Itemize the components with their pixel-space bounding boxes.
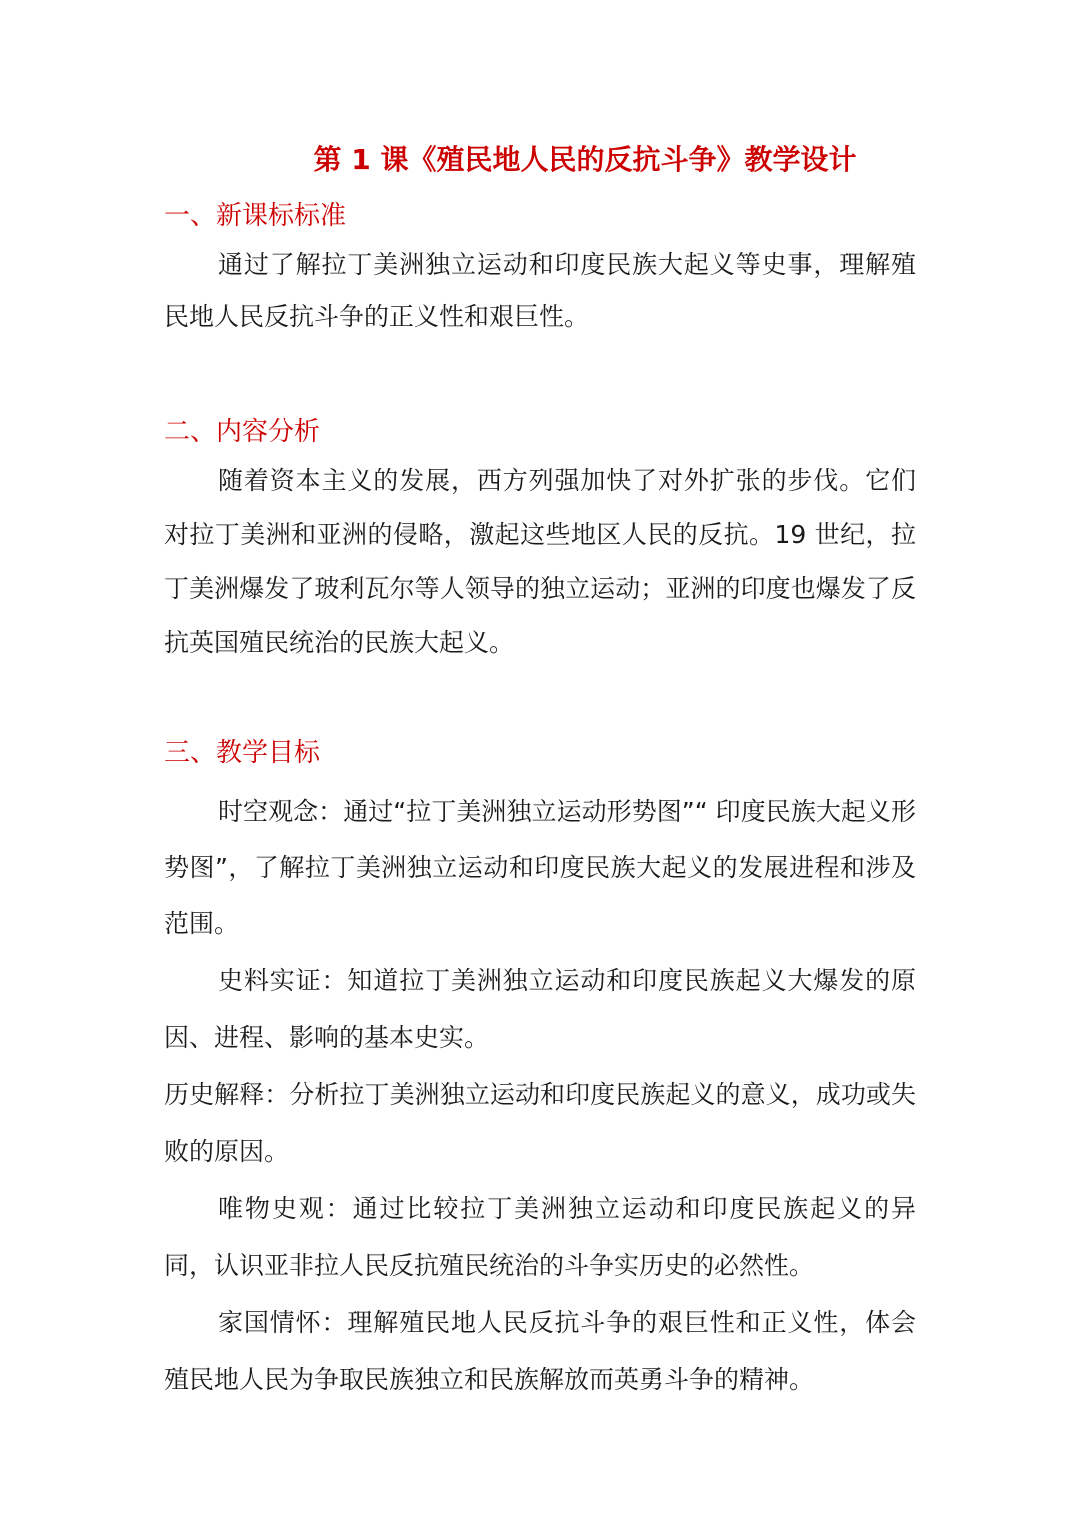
section-paragraph-content-analysis: 随着资本主义的发展，西方列强加快了对外扩张的步伐。它们对拉丁美洲和亚洲的侵略，激起这些地区人民的反抗。19 世纪，拉丁美洲爆发了玻利瓦尔等人领导的独立运动；亚洲的印度也爆发了反抗英国殖民统治的民族大起义。 [164, 466, 916, 657]
section-heading-curriculum-standard: 一、新课标标准 [164, 201, 347, 231]
objective-paragraph-national-sentiment: 家国情怀：理解殖民地人民反抗斗争的艰巨性和正义性，体会殖民地人民为争取民族独立和民族解放而英勇斗争的精神。 [164, 1308, 916, 1394]
section-heading-content-analysis: 二、内容分析 [164, 417, 321, 447]
document-title: 第 1 课《殖民地人民的反抗斗争》教学设计 [313, 143, 857, 176]
objective-paragraph-historical-evidence: 史料实证：知道拉丁美洲独立运动和印度民族起义大爆发的原因、进程、影响的基本史实。 [164, 966, 916, 1052]
section-heading-teaching-objectives: 三、教学目标 [164, 738, 321, 768]
objective-paragraph-historical-interpretation: 历史解释：分析拉丁美洲独立运动和印度民族起义的意义，成功或失败的原因。 [164, 1080, 916, 1166]
objective-paragraph-space-time: 时空观念：通过“拉丁美洲独立运动形势图”“ 印度民族大起义形势图”，了解拉丁美洲独立运动和印度民族大起义的发展进程和涉及范围。 [164, 797, 916, 938]
objective-paragraph-historical-materialism: 唯物史观：通过比较拉丁美洲独立运动和印度民族起义的异同，认识亚非拉人民反抗殖民统治的斗争实历史的必然性。 [164, 1194, 916, 1280]
section-paragraph-curriculum-standard: 通过了解拉丁美洲独立运动和印度民族大起义等史事，理解殖民地人民反抗斗争的正义性和艰巨性。 [164, 250, 916, 331]
